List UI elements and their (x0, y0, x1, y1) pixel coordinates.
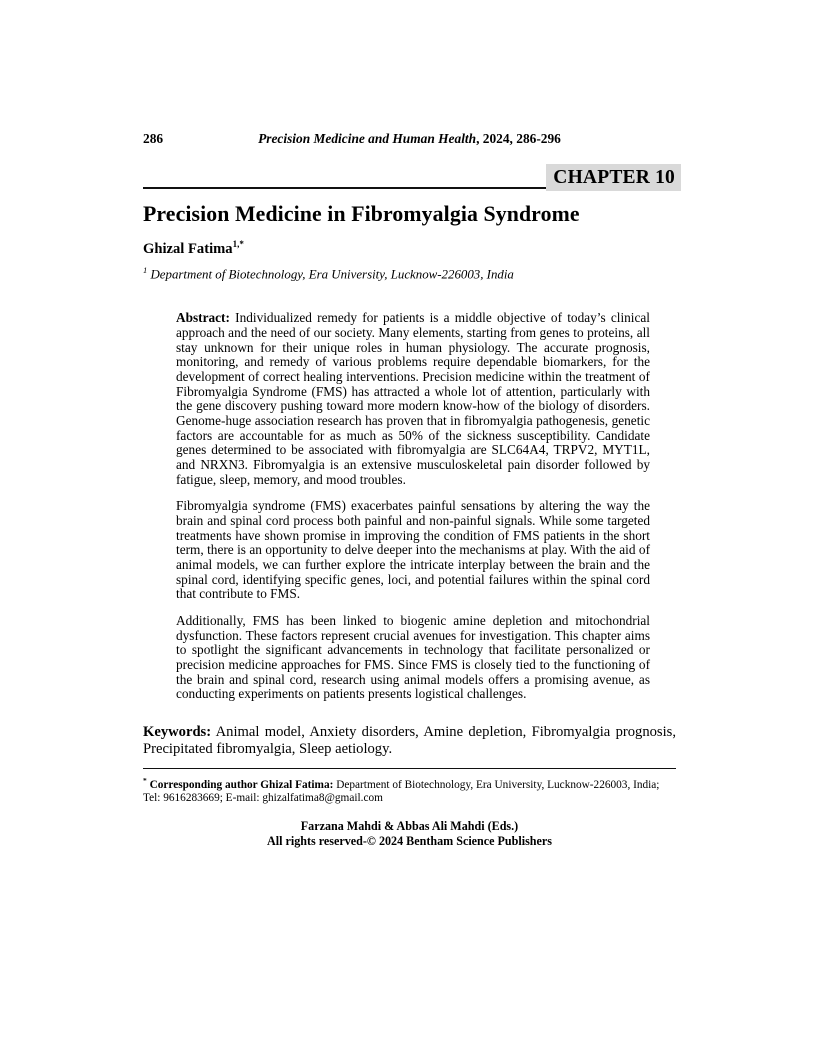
abstract-paragraph-2: Fibromyalgia syndrome (FMS) exacerbates painful sensations by altering the way the brain and spinal cord process both painful and non-painful signals. While some targeted treatments have shown promise in improving the condition of FMS patients in the short term, there is an opportunity to delve deeper into the mechanisms at play. With the aid of animal models, we can further explore the intricate interplay between the brain and the spinal cord, identifying specific genes, loci, and potential failures within the spinal cord that contribute to FMS. (176, 498, 650, 602)
journal-title: Precision Medicine and Human Health (258, 131, 477, 146)
footnote-bold: Corresponding author Ghizal Fatima: (149, 778, 334, 791)
author-name: Ghizal Fatima (143, 240, 233, 257)
corresponding-author-note (143, 774, 676, 806)
chapter-badge: CHAPTER 10 (546, 164, 681, 191)
keywords-text: Animal model, Anxiety disorders, Amine depletion, Fibromyalgia prognosis, Precipitated fibromyalgia, Sleep aetiology. (143, 723, 676, 758)
copyright-line: All rights reserved-© 2024 Bentham Science Publishers (267, 833, 552, 848)
journal-citation (143, 131, 676, 147)
chapter-rule (143, 158, 676, 189)
journal-citation-detail: , 2024, 286-296 (476, 131, 561, 146)
footnote-marker: * (143, 775, 147, 785)
page-content (143, 0, 676, 849)
editors-line: Farzana Mahdi & Abbas Ali Mahdi (Eds.) (300, 819, 519, 834)
abstract-paragraph-1 (176, 311, 650, 487)
author-superscript: 1,* (232, 239, 244, 249)
keywords-label: Keywords: (143, 723, 212, 740)
abstract-label: Abstract: (176, 310, 230, 326)
running-head (143, 131, 676, 147)
publisher-block (143, 819, 676, 849)
abstract-paragraph-1-text: Individualized remedy for patients is a middle objective of today’s clinical approach and the need of our society. Many elements, starting from genes to proteins, all stay unknown for their unique roles in human physiology. The accurate prognosis, monitoring, and remedy of various problems require dependable biomarkers, for the development of correct healing interventions. Precision medicine within the treatment of Fibromyalgia Syndrome (FMS) has attracted a whole lot of attention, particularly with the gene discovery pushing toward more modern know-how of the biology of disorders. Genome-huge association research has proven that in fibromyalgia pathogenesis, genetic factors are accountable for as much as 50% of the sickness susceptibility. Candidate genes determined to be associated with fibromyalgia are SLC64A4, TRPV2, MYT1L, and NRXN3. Fibromyalgia is an extensive musculoskeletal pain disorder followed by fatigue, sleep, memory, and mood troubles. (176, 310, 650, 487)
chapter-title: Precision Medicine in Fibromyalgia Syndrome (143, 202, 580, 226)
abstract-section (176, 311, 650, 702)
author-affiliation (143, 265, 676, 282)
author-line (143, 239, 676, 258)
page-number: 286 (143, 131, 164, 146)
keywords-line (143, 724, 676, 759)
affiliation-text: Department of Biotechnology, Era University, Lucknow-226003, India (150, 267, 514, 282)
footnote-text: Department of Biotechnology, Era University, Lucknow-226003, India; Tel: 9616283669; E-mail: ghizalfatima8@gmail.com (143, 778, 660, 804)
footnote-divider (143, 768, 676, 769)
affiliation-superscript: 1 (143, 264, 148, 275)
abstract-paragraph-3: Additionally, FMS has been linked to biogenic amine depletion and mitochondrial dysfunction. These factors represent crucial avenues for investigation. This chapter aims to spotlight the significant advancements in technology that facilitate personalized or precision medicine approaches for FMS. Since FMS is closely tied to the functioning of the brain and spinal cord, research using animal models offers a promising avenue, as conducting experiments on patients presents logistical challenges. (176, 612, 650, 702)
